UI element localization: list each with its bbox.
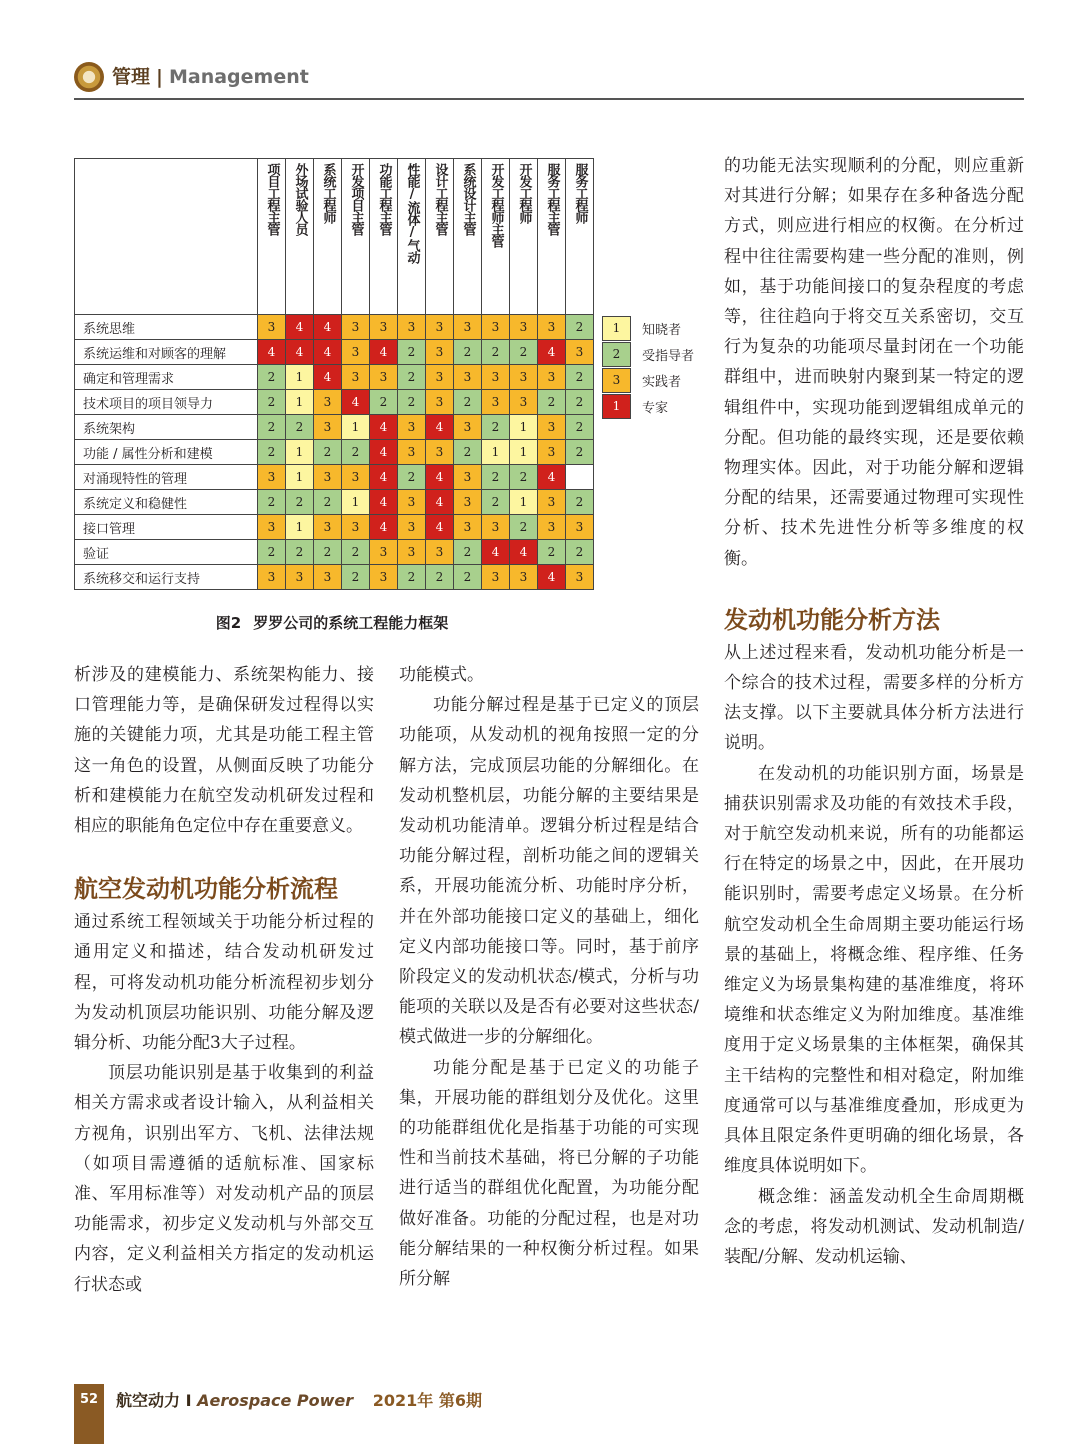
matrix-cell: 2 xyxy=(286,415,314,440)
paragraph: 概念维：涵盖发动机全生命周期概念的考虑，将发动机测试、发动机制造/装配/分解、发动机运输、 xyxy=(724,1186,1024,1267)
matrix-cell: 2 xyxy=(398,365,426,390)
matrix-cell: 2 xyxy=(314,490,342,515)
matrix-column-header xyxy=(538,159,566,315)
matrix-column-header xyxy=(342,159,370,315)
matrix-row-label: 系统思维 xyxy=(75,315,258,340)
legend-swatch: 1 xyxy=(602,316,631,341)
matrix-row-label: 系统移交和运行支持 xyxy=(75,565,258,590)
matrix-cell: 3 xyxy=(566,515,594,540)
matrix-cell: 2 xyxy=(398,465,426,490)
paragraph: 析涉及的建模能力、系统架构能力、接口管理能力等，是确保研发过程得以实施的关键能力项，尤其是功能工程主管这一角色的设置，从侧面反映了功能分析和建模能力在航空发动机研发过程和相应的职能角色定位中存在重要意义。 xyxy=(74,665,374,837)
paragraph: 的功能无法实现顺利的分配，则应重新对其进行分解；如果存在多种备选分配方式，则应进行相应的权衡。在分析过程中往往需要构建一些分配的准则，例如，基于功能间接口的复杂程度的考虑等，往往趋向于将交互关系密切，交互行为复杂的功能项尽量封闭在一个功能群组中，进而映射内聚到某一特定的逻辑组件中，实现功能到逻辑组成单元的分配。但功能的最终实现，还是要依赖物理实体。因此，对于功能分解和逻辑分配的结果，还需要通过物理可实现性分析、技术先进性分析等多维度的权衡。 xyxy=(724,156,1024,569)
matrix-cell: 2 xyxy=(482,340,510,365)
matrix-row-label: 系统定义和稳健性 xyxy=(75,490,258,515)
competency-matrix xyxy=(74,158,594,590)
matrix-column-label: 服务工程主管 xyxy=(544,163,560,235)
matrix-cell: 3 xyxy=(258,515,286,540)
matrix-cell: 4 xyxy=(286,315,314,340)
legend-swatch: 2 xyxy=(602,342,631,367)
legend-item xyxy=(602,394,722,420)
matrix-cell: 2 xyxy=(454,340,482,365)
matrix-cell: 4 xyxy=(538,340,566,365)
section-title xyxy=(112,62,309,89)
matrix-cell: 3 xyxy=(342,515,370,540)
matrix-column-label: 开发项目主管 xyxy=(348,163,364,235)
matrix-row-label: 确定和管理需求 xyxy=(75,365,258,390)
matrix-row-label: 接口管理 xyxy=(75,515,258,540)
matrix-column-label: 性能/流体/气动 xyxy=(404,163,420,263)
matrix-cell: 4 xyxy=(314,340,342,365)
legend-swatch: 1 xyxy=(602,394,631,419)
matrix-cell: 1 xyxy=(342,490,370,515)
matrix-column-header xyxy=(398,159,426,315)
text-column-3 xyxy=(724,151,1024,1272)
journal-info xyxy=(116,1388,482,1411)
matrix-cell: 3 xyxy=(370,540,398,565)
matrix-column-header xyxy=(510,159,538,315)
matrix-cell: 2 xyxy=(342,440,370,465)
matrix-column-header xyxy=(314,159,342,315)
matrix-cell: 3 xyxy=(454,490,482,515)
matrix-column-header xyxy=(566,159,594,315)
header-rule xyxy=(74,98,1024,100)
matrix-cell: 3 xyxy=(398,415,426,440)
matrix-column-label: 系统工程师 xyxy=(320,163,336,223)
paragraph: 功能分配是基于已定义的功能子集，开展功能的群组划分及优化。这里的功能群组优化是指基于功能的可实现性和当前技术基础，将已分解的子功能进行适当的群组优化配置，为功能分配做好准备。功能的分配过程，也是对功能分解结果的一种权衡分析过程。如果所分解 xyxy=(399,1057,699,1290)
legend-label: 专家 xyxy=(642,401,669,416)
matrix-cell: 3 xyxy=(370,565,398,590)
matrix-cell: 4 xyxy=(370,415,398,440)
matrix-cell: 3 xyxy=(314,515,342,540)
matrix-cell: 2 xyxy=(398,565,426,590)
matrix-cell: 3 xyxy=(258,315,286,340)
matrix-cell: 2 xyxy=(566,365,594,390)
matrix-cell: 2 xyxy=(342,540,370,565)
paragraph: 功能分解过程是基于已定义的顶层功能项，从发动机的视角按照一定的分解方法，完成顶层功能的分解细化。在发动机整机层，功能分解的主要结果是发动机功能清单。逻辑分析过程是结合功能分解过程，剖析功能之间的逻辑关系，开展功能流分析、功能时序分析，并在外部功能接口定义的基础上，细化定义内部功能接口等。同时，基于前序阶段定义的发动机状态/模式，分析与功能项的关联以及是否有必要对这些状态/模式做进一步的分解细化。 xyxy=(399,695,699,1048)
legend-swatch: 3 xyxy=(602,368,631,393)
matrix-column-header xyxy=(426,159,454,315)
figure-caption-text: 罗罗公司的系统工程能力框架 xyxy=(253,614,449,632)
page-number: 52 xyxy=(79,1392,99,1407)
matrix-cell: 2 xyxy=(566,540,594,565)
section-title-en: Management xyxy=(168,66,309,88)
matrix-cell: 3 xyxy=(258,465,286,490)
matrix-cell: 2 xyxy=(370,390,398,415)
matrix-cell: 1 xyxy=(286,365,314,390)
section-heading: 发动机功能分析方法 xyxy=(724,605,940,634)
matrix-cell: 2 xyxy=(398,390,426,415)
matrix-cell: 3 xyxy=(426,390,454,415)
matrix-cell: 3 xyxy=(510,565,538,590)
matrix-row xyxy=(75,515,594,540)
matrix-cell: 2 xyxy=(566,490,594,515)
section-title-cn: 管理 xyxy=(112,66,151,88)
matrix-row-label: 技术项目的项目领导力 xyxy=(75,390,258,415)
matrix-cell: 4 xyxy=(538,465,566,490)
matrix-cell: 2 xyxy=(538,390,566,415)
journal-logo-icon xyxy=(74,62,104,92)
matrix-cell: 3 xyxy=(510,365,538,390)
legend-item xyxy=(602,342,722,368)
matrix-cell: 2 xyxy=(454,565,482,590)
matrix-cell: 3 xyxy=(342,365,370,390)
matrix-column-label: 项目工程主管 xyxy=(264,163,280,235)
matrix-row-label: 功能 / 属性分析和建模 xyxy=(75,440,258,465)
matrix-cell: 4 xyxy=(370,515,398,540)
matrix-cell: 3 xyxy=(398,490,426,515)
matrix-row xyxy=(75,315,594,340)
journal-name-cn: 航空动力 xyxy=(116,1391,181,1410)
matrix-cell: 2 xyxy=(454,390,482,415)
matrix-cell: 1 xyxy=(286,390,314,415)
matrix-cell: 3 xyxy=(538,490,566,515)
matrix-cell: 2 xyxy=(454,440,482,465)
matrix-column-label: 服务工程师 xyxy=(572,163,588,223)
matrix-cell: 3 xyxy=(482,390,510,415)
matrix-cell: 4 xyxy=(370,440,398,465)
section-separator: | xyxy=(156,66,163,88)
matrix-cell: 2 xyxy=(258,540,286,565)
journal-issue: 2021年 第6期 xyxy=(372,1391,482,1410)
matrix-cell: 4 xyxy=(426,515,454,540)
matrix-cell: 2 xyxy=(398,340,426,365)
matrix-cell: 4 xyxy=(482,540,510,565)
matrix-cell: 3 xyxy=(426,315,454,340)
matrix-cell: 3 xyxy=(426,440,454,465)
matrix-cell: 2 xyxy=(258,390,286,415)
matrix-column-label: 系统设计主管 xyxy=(460,163,476,235)
matrix-cell: 3 xyxy=(258,565,286,590)
matrix-cell: 4 xyxy=(426,490,454,515)
matrix-cell: 4 xyxy=(426,415,454,440)
legend-item xyxy=(602,316,722,342)
matrix-cell: 3 xyxy=(342,465,370,490)
matrix-cell: 1 xyxy=(286,440,314,465)
page-header xyxy=(74,56,1024,100)
matrix-row-label: 系统运维和对顾客的理解 xyxy=(75,340,258,365)
paragraph: 通过系统工程领域关于功能分析过程的通用定义和描述，结合发动机研发过程，可将发动机功能分析流程初步划分为发动机顶层功能识别、功能分解及逻辑分析、功能分配3大子过程。 xyxy=(74,912,374,1054)
matrix-cell: 2 xyxy=(510,515,538,540)
matrix-row-label: 系统架构 xyxy=(75,415,258,440)
matrix-cell: 3 xyxy=(286,565,314,590)
matrix-cell: 2 xyxy=(566,315,594,340)
legend-label: 知晓者 xyxy=(642,323,682,338)
matrix-row xyxy=(75,565,594,590)
matrix-row xyxy=(75,465,594,490)
matrix-cell: 3 xyxy=(510,390,538,415)
matrix-row xyxy=(75,490,594,515)
matrix-cell: 4 xyxy=(342,390,370,415)
matrix-cell: 3 xyxy=(538,440,566,465)
matrix-cell: 3 xyxy=(454,365,482,390)
matrix-cell: 4 xyxy=(370,465,398,490)
matrix-cell: 3 xyxy=(538,365,566,390)
matrix-cell: 3 xyxy=(566,340,594,365)
matrix-cell: 3 xyxy=(454,465,482,490)
matrix-column-label: 功能工程主管 xyxy=(376,163,392,235)
legend-label: 实践者 xyxy=(642,375,682,390)
matrix-cell: 3 xyxy=(342,315,370,340)
legend-label: 受指导者 xyxy=(642,349,695,364)
matrix-cell: 2 xyxy=(510,465,538,490)
matrix-cell: 3 xyxy=(482,565,510,590)
matrix-cell: 1 xyxy=(510,490,538,515)
matrix-cell: 3 xyxy=(426,340,454,365)
matrix-cell: 2 xyxy=(286,540,314,565)
matrix-cell: 3 xyxy=(398,515,426,540)
section-heading: 航空发动机功能分析流程 xyxy=(74,875,338,904)
matrix-column-label: 开发工程师 xyxy=(516,163,532,223)
matrix-column-header xyxy=(482,159,510,315)
legend-item xyxy=(602,368,722,394)
matrix-cell: 4 xyxy=(258,340,286,365)
matrix-cell: 3 xyxy=(510,315,538,340)
journal-name-en: Aerospace Power xyxy=(197,1391,354,1410)
matrix-column-label: 开发工程师主管 xyxy=(488,163,504,247)
matrix-column-header xyxy=(258,159,286,315)
matrix-cell: 2 xyxy=(286,490,314,515)
matrix-cell: 3 xyxy=(482,315,510,340)
matrix-row xyxy=(75,365,594,390)
matrix-cell: 2 xyxy=(258,415,286,440)
matrix-cell: 3 xyxy=(398,315,426,340)
matrix-row xyxy=(75,440,594,465)
paragraph: 从上述过程来看，发动机功能分析是一个综合的技术过程，需要多样的分析方法支撑。以下主要就具体分析方法进行说明。 xyxy=(724,642,1024,754)
matrix-row xyxy=(75,540,594,565)
figure-number: 图2 xyxy=(215,614,242,632)
matrix-cell: 2 xyxy=(510,340,538,365)
matrix-cell: 3 xyxy=(538,515,566,540)
matrix-cell: 2 xyxy=(342,565,370,590)
matrix-cell: 4 xyxy=(314,365,342,390)
matrix-cell: 2 xyxy=(314,440,342,465)
matrix-cell: 3 xyxy=(454,315,482,340)
matrix-cell: 2 xyxy=(426,565,454,590)
matrix-column-header xyxy=(370,159,398,315)
matrix-cell: 3 xyxy=(370,315,398,340)
matrix-row-label: 对涌现特性的管理 xyxy=(75,465,258,490)
matrix-cell: 3 xyxy=(538,315,566,340)
matrix-cell: 1 xyxy=(286,465,314,490)
matrix-cell: 3 xyxy=(482,515,510,540)
matrix-header-row xyxy=(75,159,594,315)
matrix-cell: 1 xyxy=(482,440,510,465)
matrix-cell: 1 xyxy=(510,440,538,465)
matrix-cell xyxy=(566,465,594,490)
matrix-cell: 1 xyxy=(286,515,314,540)
matrix-cell: 2 xyxy=(258,440,286,465)
matrix-cell: 3 xyxy=(538,415,566,440)
matrix-cell: 2 xyxy=(482,415,510,440)
matrix-column-label: 设计工程主管 xyxy=(432,163,448,235)
matrix-cell: 3 xyxy=(426,540,454,565)
matrix-cell: 3 xyxy=(314,565,342,590)
matrix-cell: 2 xyxy=(566,390,594,415)
matrix-cell: 2 xyxy=(566,415,594,440)
matrix-cell: 4 xyxy=(538,565,566,590)
matrix-row-label: 验证 xyxy=(75,540,258,565)
matrix-cell: 4 xyxy=(510,540,538,565)
matrix-cell: 2 xyxy=(566,440,594,465)
matrix-cell: 2 xyxy=(454,540,482,565)
matrix-cell: 4 xyxy=(370,490,398,515)
matrix-cell: 3 xyxy=(454,415,482,440)
matrix-cell: 3 xyxy=(314,415,342,440)
journal-separator: I xyxy=(185,1391,192,1410)
matrix-cell: 3 xyxy=(342,340,370,365)
matrix-corner xyxy=(75,159,258,315)
matrix-cell: 4 xyxy=(286,340,314,365)
matrix-cell: 2 xyxy=(258,490,286,515)
matrix-cell: 4 xyxy=(426,465,454,490)
matrix-cell: 4 xyxy=(370,340,398,365)
matrix-row xyxy=(75,390,594,415)
figure-caption xyxy=(74,612,590,633)
page-number-tab xyxy=(74,1384,104,1444)
matrix-cell: 4 xyxy=(314,315,342,340)
matrix-cell: 3 xyxy=(482,365,510,390)
matrix-cell: 3 xyxy=(314,390,342,415)
matrix-cell: 3 xyxy=(370,365,398,390)
matrix-cell: 3 xyxy=(454,515,482,540)
paragraph: 功能模式。 xyxy=(399,665,484,685)
matrix-column-label: 外场试验人员 xyxy=(292,163,308,235)
matrix-cell: 1 xyxy=(510,415,538,440)
matrix-cell: 1 xyxy=(342,415,370,440)
matrix-column-header xyxy=(454,159,482,315)
page-footer xyxy=(74,1384,574,1444)
matrix-row xyxy=(75,340,594,365)
matrix-row xyxy=(75,415,594,440)
text-column-1 xyxy=(74,660,374,1300)
matrix-cell: 3 xyxy=(398,440,426,465)
matrix-cell: 3 xyxy=(314,465,342,490)
matrix-cell: 2 xyxy=(538,540,566,565)
paragraph: 顶层功能识别是基于收集到的利益相关方需求或者设计输入，从利益相关方视角，识别出军方、飞机、法律法规（如项目需遵循的适航标准、国家标准、军用标准等）对发动机产品的顶层功能需求，初步定义发动机与外部交互内容，定义利益相关方指定的发动机运行状态或 xyxy=(74,1063,374,1295)
text-column-2 xyxy=(399,660,699,1294)
matrix-cell: 3 xyxy=(566,565,594,590)
matrix-cell: 2 xyxy=(258,365,286,390)
matrix-column-header xyxy=(286,159,314,315)
matrix-cell: 3 xyxy=(398,540,426,565)
matrix-cell: 2 xyxy=(482,490,510,515)
matrix-cell: 2 xyxy=(482,465,510,490)
paragraph: 在发动机的功能识别方面，场景是捕获识别需求及功能的有效技术手段，对于航空发动机来说，所有的功能都运行在特定的场景之中，因此，在开展功能识别时，需要考虑定义场景。在分析航空发动机全生命周期主要功能运行场景的基础上，将概念维、程序维、任务维定义为场景集构建的基准维度，将环境维和状态维定义为附加维度。基准维度用于定义场景集的主体框架，确保其主干结构的完整性和相对稳定，附加维度通常可以与基准维度叠加，形成更为具体且限定条件更明确的细化场景，各维度具体说明如下。 xyxy=(724,763,1024,1177)
matrix-cell: 3 xyxy=(426,365,454,390)
matrix-cell: 2 xyxy=(314,540,342,565)
